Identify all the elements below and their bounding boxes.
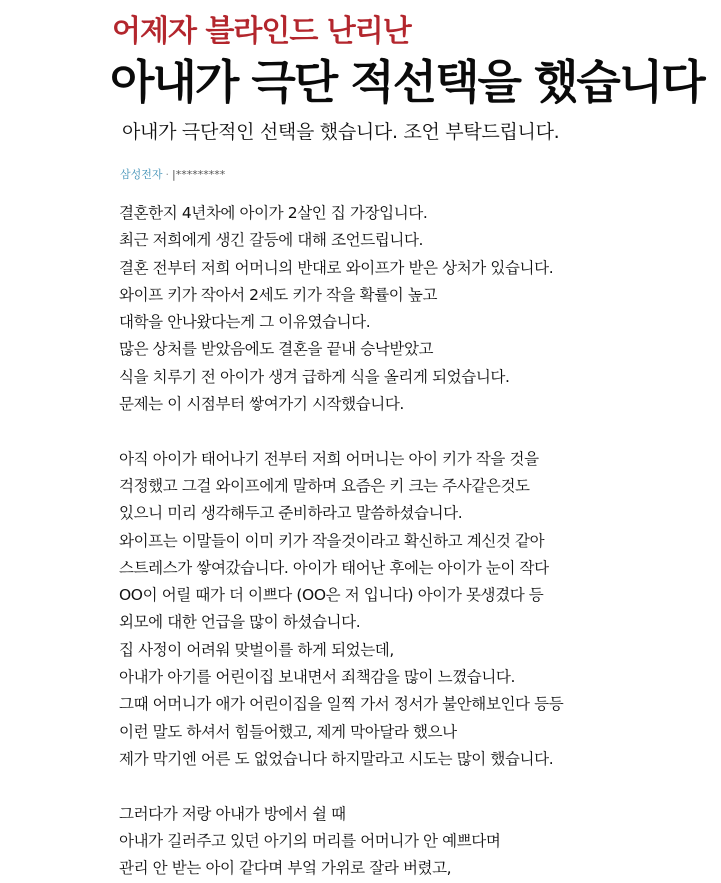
text-line: 결혼한지 4년차에 아이가 2살인 집 가장입니다.	[119, 204, 428, 222]
author-name: |*********	[172, 168, 226, 181]
text-line: 있으니 미리 생각해두고 준비하라고 말씀하셨습니다.	[119, 504, 463, 523]
text-line: 아내가 아기를 어린이집 보내면서 죄책감을 많이 느꼈습니다.	[119, 668, 516, 687]
paragraph	[119, 801, 709, 883]
headline-tag: 어제자 블라인드 난리난	[112, 14, 411, 49]
paragraph-gap	[119, 418, 709, 445]
text-line: 아직 아이가 태어나기 전부터 저희 어머니는 아이 키가 작을 것을	[119, 449, 539, 468]
text-line: 식을 치루기 전 아이가 생겨 급하게 식을 올리게 되었습니다.	[119, 367, 510, 386]
post-meta	[120, 166, 225, 182]
text-line: 아내가 길러주고 있던 아기의 머리를 어머니가 안 예쁘다며	[119, 831, 501, 850]
text-line: 외모에 대한 언급을 많이 하셨습니다.	[119, 613, 361, 632]
paragraph	[119, 446, 709, 774]
text-line: 제가 막기엔 어른 도 없었습니다 하지말라고 시도는 많이 했습니다.	[119, 749, 554, 768]
text-line: 집 사정이 어려워 맞벌이를 하게 되었는데,	[119, 640, 394, 659]
text-line: 결혼 전부터 저희 어머니의 반대로 와이프가 받은 상처가 있습니다.	[119, 258, 554, 277]
company-name[interactable]: 삼성전자	[120, 168, 163, 181]
text-line: 대학을 안나왔다는게 그 이유였습니다.	[119, 313, 371, 332]
post-title: 아내가 극단적인 선택을 했습니다. 조언 부탁드립니다.	[122, 121, 560, 143]
text-line: 이런 말도 하셔서 힘들어했고, 제게 막아달라 했으나	[119, 722, 457, 741]
text-line: 와이프 키가 작아서 2세도 키가 작을 확률이 높고	[119, 285, 438, 304]
meta-separator: ·	[165, 168, 170, 181]
text-line: 문제는 이 시점부터 쌓여가기 시작했습니다.	[119, 395, 404, 414]
text-line: 많은 상처를 받았음에도 결혼을 끝내 승낙받았고	[119, 340, 434, 359]
text-line: 관리 안 받는 아이 같다며 부엌 가위로 잘라 버렸고,	[119, 859, 452, 878]
text-line: OO이 어릴 때가 더 이쁘다 (OO은 저 입니다) 아이가 못생겼다 등	[119, 586, 544, 605]
text-line: 와이프는 이말들이 이미 키가 작을것이라고 확신하고 계신것 같아	[119, 531, 545, 550]
paragraph-gap	[119, 773, 709, 800]
text-line: 스트레스가 쌓여갔습니다. 아이가 태어난 후에는 아이가 눈이 작다	[119, 558, 549, 577]
text-line: 최근 저희에게 생긴 갈등에 대해 조언드립니다.	[119, 231, 424, 250]
text-line: 걱정했고 그걸 와이프에게 말하며 요즘은 키 크는 주사같은것도	[119, 476, 530, 495]
headline-title: 아내가 극단 적선택을 했습니다	[110, 55, 704, 109]
paragraph	[119, 200, 709, 418]
text-line: 그러다가 저랑 아내가 방에서 쉴 때	[119, 804, 346, 823]
text-line: 그때 어머니가 애가 어린이집을 일찍 가서 정서가 불안해보인다 등등	[119, 695, 564, 714]
post-body	[119, 200, 709, 882]
